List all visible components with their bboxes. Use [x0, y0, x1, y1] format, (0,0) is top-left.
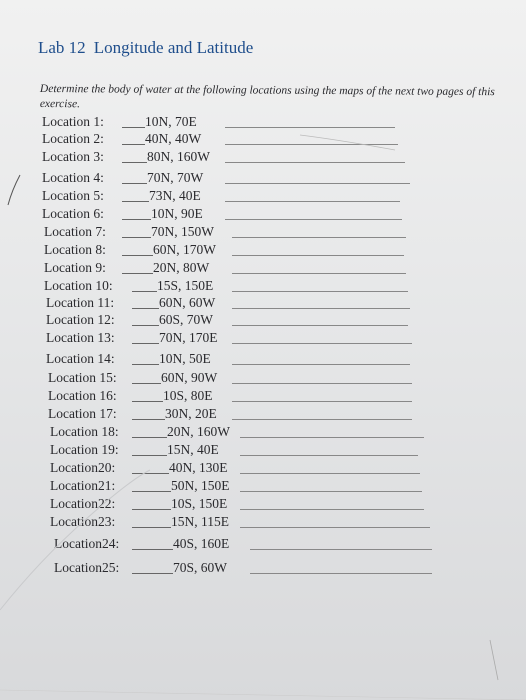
location-label: Location 8:: [44, 242, 106, 257]
location-label: Location 18:: [50, 424, 119, 439]
answer-line[interactable]: [232, 325, 408, 326]
location-row: [50, 424, 526, 442]
location-label: Location 5:: [42, 188, 104, 203]
answer-line[interactable]: [225, 162, 405, 163]
location-label: Location 9:: [44, 260, 106, 275]
location-row: [46, 312, 526, 330]
location-row: [44, 242, 526, 260]
location-blank-line: [122, 144, 145, 145]
location-label: Location 13:: [46, 330, 115, 345]
location-label: Location22:: [50, 496, 116, 511]
location-label: Location 2:: [42, 131, 104, 146]
location-label: Location 1:: [42, 114, 104, 129]
answer-line[interactable]: [240, 527, 430, 528]
location-coordinates: 40N, 40W: [145, 131, 202, 146]
location-blank-line: [132, 419, 165, 420]
location-coordinates: 50N, 150E: [171, 478, 230, 493]
answer-line[interactable]: [240, 509, 424, 510]
location-row: [42, 131, 526, 149]
instructions-text: Determine the body of water at the following locations using the maps of the next two pages of this exercise.: [39, 82, 495, 111]
location-blank-line: [132, 325, 159, 326]
answer-line[interactable]: [232, 419, 412, 420]
answer-line[interactable]: [232, 383, 412, 384]
location-coordinates: 20N, 160W: [167, 424, 230, 439]
location-blank-line: [122, 127, 145, 128]
location-label: Location 14:: [46, 351, 115, 366]
location-coordinates: 60N, 60W: [159, 295, 216, 310]
location-label: Location 15:: [48, 370, 117, 385]
location-coordinates: 15N, 40E: [167, 442, 219, 457]
location-blank-line: [122, 273, 153, 274]
location-row: [44, 260, 526, 278]
location-row: [46, 330, 526, 348]
location-coordinates: 70S, 60W: [173, 560, 227, 575]
location-coordinates: 70N, 150W: [151, 224, 214, 239]
location-row: [54, 560, 526, 578]
lab-number: Lab 12: [38, 38, 86, 57]
location-blank-line: [132, 383, 161, 384]
answer-line[interactable]: [225, 144, 398, 145]
location-coordinates: 70N, 170E: [159, 330, 218, 345]
answer-line[interactable]: [232, 291, 408, 292]
location-blank-line: [132, 343, 159, 344]
location-row: [50, 478, 526, 496]
location-coordinates: 30N, 20E: [165, 406, 217, 421]
answer-line[interactable]: [232, 273, 406, 274]
location-blank-line: [132, 527, 171, 528]
location-row: [50, 460, 526, 478]
location-row: [42, 188, 526, 206]
location-blank-line: [122, 237, 151, 238]
location-row: [46, 351, 526, 369]
answer-line[interactable]: [225, 183, 410, 184]
location-row: [42, 206, 526, 224]
location-blank-line: [122, 183, 147, 184]
location-label: Location 4:: [42, 170, 104, 185]
answer-line[interactable]: [232, 364, 410, 365]
location-coordinates: 10N, 50E: [159, 351, 211, 366]
location-coordinates: 10N, 70E: [145, 114, 197, 129]
location-blank-line: [122, 162, 147, 163]
location-coordinates: 15N, 115E: [171, 514, 229, 529]
location-row: [48, 388, 526, 406]
location-coordinates: 15S, 150E: [157, 278, 214, 293]
location-row: [48, 370, 526, 388]
location-coordinates: 40N, 130E: [169, 460, 228, 475]
location-blank-line: [132, 455, 167, 456]
location-label: Location 12:: [46, 312, 115, 327]
location-row: [50, 514, 526, 532]
answer-line[interactable]: [232, 343, 412, 344]
answer-line[interactable]: [240, 455, 418, 456]
location-blank-line: [132, 364, 159, 365]
answer-line[interactable]: [232, 237, 406, 238]
location-blank-line: [132, 573, 173, 574]
location-row: [50, 496, 526, 514]
location-row: [50, 442, 526, 460]
location-blank-line: [132, 437, 167, 438]
location-coordinates: 70N, 70W: [147, 170, 204, 185]
answer-line[interactable]: [225, 127, 395, 128]
location-blank-line: [132, 308, 159, 309]
answer-line[interactable]: [232, 401, 412, 402]
answer-line[interactable]: [225, 201, 400, 202]
location-blank-line: [132, 491, 171, 492]
location-label: Location 3:: [42, 149, 104, 164]
location-coordinates: 10N, 90E: [151, 206, 203, 221]
location-label: Location 16:: [48, 388, 117, 403]
location-label: Location 7:: [44, 224, 106, 239]
answer-line[interactable]: [225, 219, 402, 220]
answer-line[interactable]: [232, 308, 410, 309]
location-coordinates: 60N, 170W: [153, 242, 216, 257]
answer-line[interactable]: [250, 573, 432, 574]
location-label: Location24:: [54, 536, 120, 551]
location-coordinates: 60N, 90W: [161, 370, 218, 385]
location-coordinates: 60S, 70W: [159, 312, 213, 327]
answer-line[interactable]: [240, 437, 424, 438]
location-coordinates: 10S, 150E: [171, 496, 228, 511]
location-row: [42, 149, 526, 167]
location-blank-line: [132, 473, 169, 474]
location-label: Location 19:: [50, 442, 119, 457]
location-label: Location 6:: [42, 206, 104, 221]
location-label: Location 10:: [44, 278, 113, 293]
location-label: Location20:: [50, 460, 116, 475]
answer-line[interactable]: [250, 549, 432, 550]
location-row: [44, 278, 526, 296]
location-label: Location21:: [50, 478, 116, 493]
location-coordinates: 10S, 80E: [163, 388, 213, 403]
answer-line[interactable]: [240, 491, 422, 492]
location-blank-line: [122, 201, 149, 202]
location-blank-line: [132, 509, 171, 510]
location-coordinates: 80N, 160W: [147, 149, 210, 164]
location-coordinates: 40S, 160E: [173, 536, 230, 551]
location-blank-line: [132, 549, 173, 550]
answer-line[interactable]: [240, 473, 420, 474]
answer-line[interactable]: [232, 255, 404, 256]
location-row: [44, 224, 526, 242]
location-label: Location25:: [54, 560, 120, 575]
location-row: [42, 114, 526, 132]
location-row: [42, 170, 526, 188]
location-blank-line: [122, 255, 153, 256]
location-blank-line: [122, 219, 151, 220]
location-coordinates: 20N, 80W: [153, 260, 210, 275]
location-coordinates: 73N, 40E: [149, 188, 201, 203]
location-row: [46, 295, 526, 313]
location-label: Location23:: [50, 514, 116, 529]
lab-topic: Longitude and Latitude: [93, 38, 254, 57]
location-label: Location 17:: [48, 406, 117, 421]
location-row: [48, 406, 526, 424]
location-row: [54, 536, 526, 554]
location-label: Location 11:: [46, 295, 115, 310]
location-blank-line: [132, 291, 157, 292]
location-blank-line: [132, 401, 163, 402]
